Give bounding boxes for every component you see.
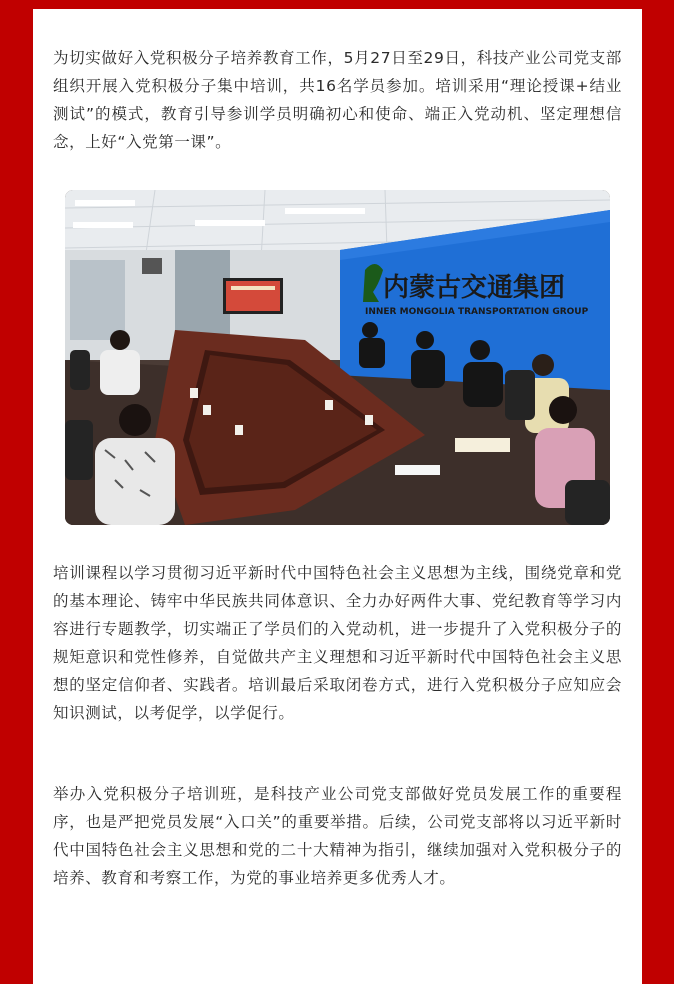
paragraph-course: 培训课程以学习贯彻习近平新时代中国特色社会主义思想为主线，围绕党章和党的基本理论、铸牢中华民族共同体意识、全力办好两件大事、党纪教育等学习内容进行专题教学，切实端正了学员们的入党动机，进一步提升了入党积极分子的规矩意识和党性修养，自觉做共产主义理想和习近平新时代中国特色社会主义思想的坚定信仰者、实践者。培训最后采取闭卷方式，进行入党积极分子应知应会知识测试，以考促学，以学促行。 bbox=[53, 564, 622, 722]
wall-sign-en: INNER MONGOLIA TRANSPORTATION GROUP bbox=[365, 307, 589, 317]
training-photo bbox=[65, 190, 610, 525]
paragraph-conclusion: 举办入党积极分子培训班，是科技产业公司党支部做好党员发展工作的重要程序，也是严把党员发展“入口关”的重要举措。后续，公司党支部将以习近平新时代中国特色社会主义思想和党的二十大精神为指引，继续加强对入党积极分子的培养、教育和考察工作，为党的事业培养更多优秀人才。 bbox=[53, 785, 622, 887]
paragraph-intro: 为切实做好入党积极分子培养教育工作，5月27日至29日，科技产业公司党支部组织开展入党积极分子集中培训，共16名学员参加。培训采用“理论授课+结业测试”的模式，教育引导参训学员明确初心和使命、端正入党动机、坚定理想信念，上好“入党第一课”。 bbox=[53, 49, 622, 151]
article-card bbox=[33, 9, 642, 984]
wall-sign-cn: 内蒙古交通集团 bbox=[383, 273, 566, 303]
